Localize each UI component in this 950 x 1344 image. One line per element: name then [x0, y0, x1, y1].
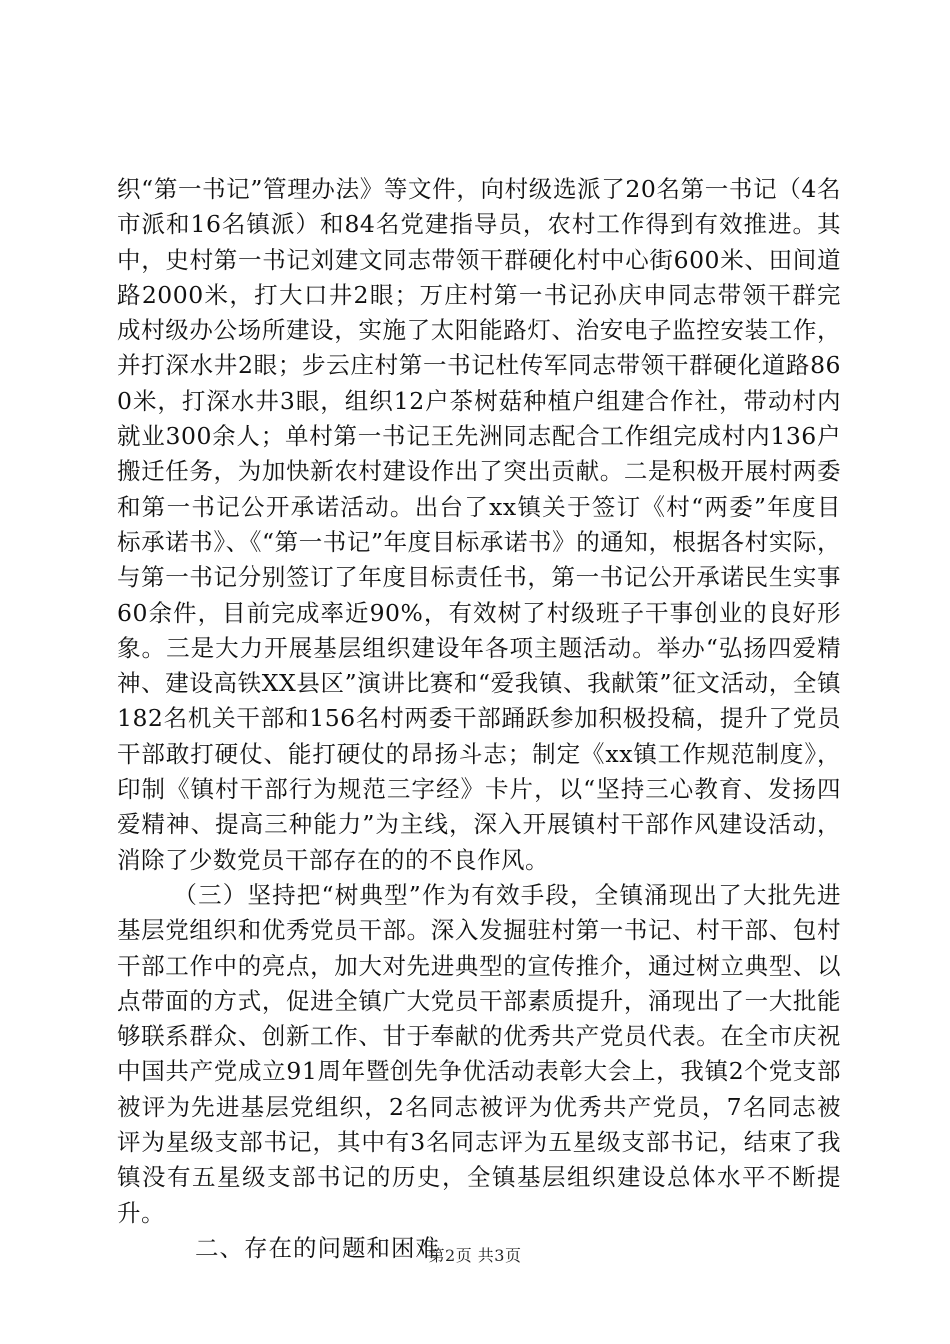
paragraph-continuation: 织“第一书记”管理办法》等文件，向村级选派了20名第一书记（4名市派和16名镇派）和84名党建指导员，农村工作得到有效推进。其中，史村第一书记刘建文同志带领干群硬化村中心街600米、田间道路2000米，打大口井2眼；万庄村第一书记孙庆申同志带领干群完成村级办公场所建设，实施了太阳能路灯、治安电子监控安装工作，并打深水井2眼；步云庄村第一书记杜传军同志带领干群硬化道路860米，打深水井3眼，组织12户茶树菇种植户组建合作社，带动村内就业300余人；单村第一书记王先洲同志配合工作组完成村内136户搬迁任务，为加快新农村建设作出了突出贡献。二是积极开展村两委和第一书记公开承诺活动。出台了xx镇关于签订《村“两委”年度目标承诺书》、《“第一书记”年度目标承诺书》的通知，根据各村实际，与第一书记分别签订了年度目标责任书，第一书记公开承诺民生实事60余件，目前完成率近90%，有效树了村级班子干事创业的良好形象。三是大力开展基层组织建设年各项主题活动。举办“弘扬四爱精神、建设高铁XX县区”演讲比赛和“爱我镇、我献策”征文活动，全镇182名机关干部和156名村两委干部踊跃参加积极投稿，提升了党员干部敢打硬仗、能打硬仗的昂扬斗志；制定《xx镇工作规范制度》，印制《镇村干部行为规范三字经》卡片，以“坚持三心教育、发扬四爱精神、提高三种能力”为主线，深入开展镇村干部作风建设活动，消除了少数党员干部存在的的不良作风。 [117, 175, 841, 874]
document-body [117, 172, 841, 1266]
page-footer: 第2页 共3页 [428, 1246, 522, 1265]
section-heading: 二、存在的问题和困难 [195, 1233, 440, 1262]
paragraph-section-three: （三）坚持把“树典型”作为有效手段，全镇涌现出了大批先进基层党组织和优秀党员干部。深入发掘驻村第一书记、村干部、包村干部工作中的亮点，加大对先进典型的宣传推介，通过树立典型、以点带面的方式，促进全镇广大党员干部素质提升，涌现出了一大批能够联系群众、创新工作、甘于奉献的优秀共产党员代表。在全市庆祝中国共产党成立91周年暨创先争优活动表彰大会上，我镇2个党支部被评为先进基层党组织，2名同志被评为优秀共产党员，7名同志被评为星级支部书记，其中有3名同志评为五星级支部书记，结束了我镇没有五星级支部书记的历史，全镇基层组织建设总体水平不断提升。 [117, 880, 841, 1227]
